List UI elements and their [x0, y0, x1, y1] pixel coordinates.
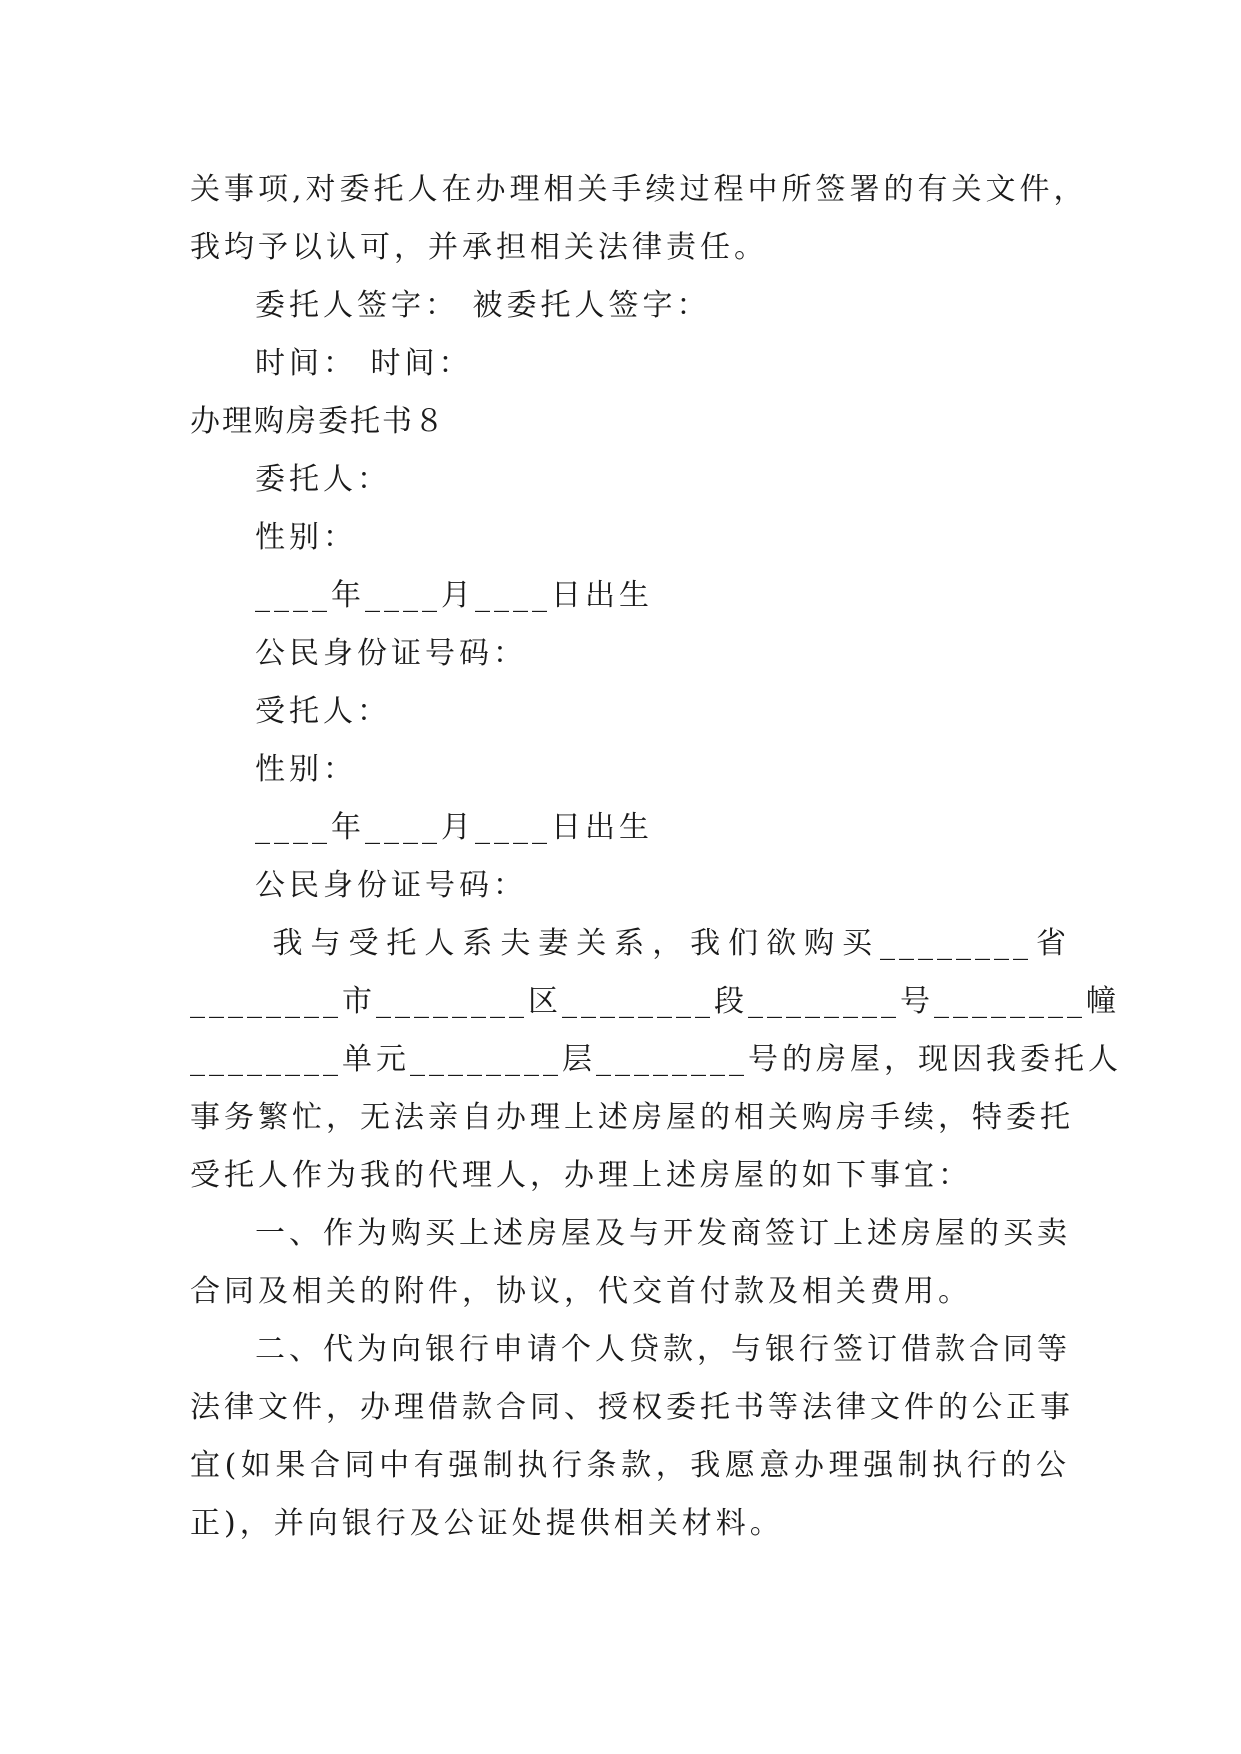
field-birthdate: ____年____月____日出生 [255, 578, 653, 613]
date-line: 时间： 时间： [255, 346, 473, 381]
body-text-line: 我与受托人系夫妻关系，我们欲购买________省 [255, 926, 1070, 961]
body-text-line: 正)，并向银行及公证处提供相关材料。 [190, 1506, 784, 1541]
field-gender: 性别： [255, 520, 357, 555]
body-text-line: 事务繁忙，无法亲自办理上述房屋的相关购房手续，特委托 [190, 1100, 1074, 1135]
field-gender: 性别： [255, 752, 357, 787]
body-text-line: ________市________区________段________号________幢 [190, 984, 1120, 1019]
body-text-line: 受托人作为我的代理人，办理上述房屋的如下事宜： [190, 1158, 972, 1193]
body-text-line: 我均予以认可，并承担相关法律责任。 [190, 230, 768, 265]
field-principal: 委托人： [255, 462, 391, 497]
field-birthdate: ____年____月____日出生 [255, 810, 653, 845]
signature-line: 委托人签字： 被委托人签字： [255, 288, 711, 323]
field-id-number: 公民身份证号码： [255, 868, 527, 903]
field-agent: 受托人： [255, 694, 391, 729]
body-text-line: 关事项,对委托人在办理相关手续过程中所签署的有关文件， [190, 172, 1088, 207]
body-text-line: ________单元________层________号的房屋，现因我委托人 [190, 1042, 1122, 1077]
clause-one: 一、作为购买上述房屋及与开发商签订上述房屋的买卖 [255, 1216, 1071, 1251]
body-text-line: 法律文件，办理借款合同、授权委托书等法律文件的公正事 [190, 1390, 1074, 1425]
body-text-line: 合同及相关的附件，协议，代交首付款及相关费用。 [190, 1274, 972, 1309]
body-text-line: 宜(如果合同中有强制执行条款，我愿意办理强制执行的公 [190, 1448, 1070, 1483]
field-id-number: 公民身份证号码： [255, 636, 527, 671]
clause-two: 二、代为向银行申请个人贷款，与银行签订借款合同等 [255, 1332, 1071, 1367]
section-title: 办理购房委托书８ [190, 404, 446, 439]
